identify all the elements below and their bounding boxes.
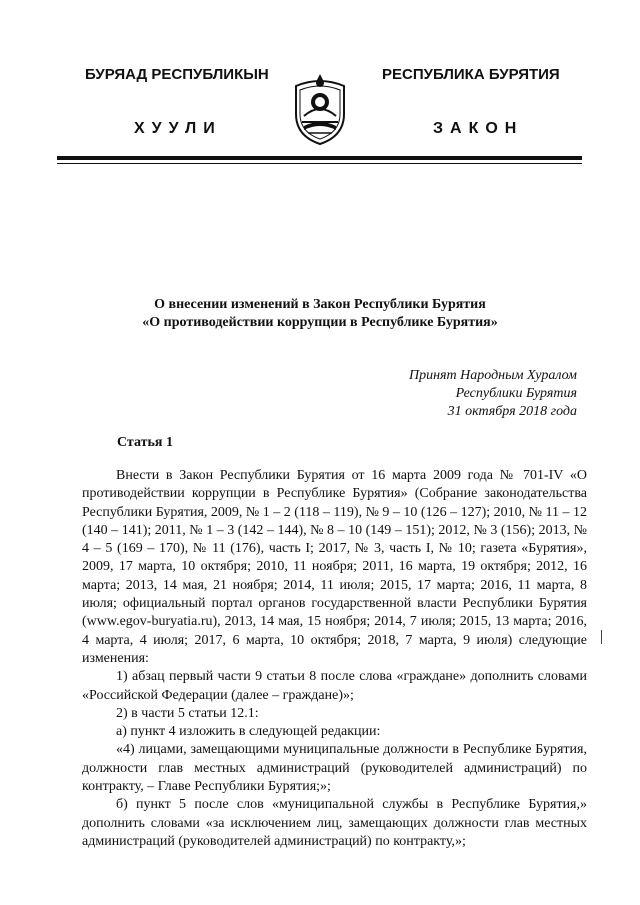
adoption-note-date: 31 октября 2018 года (447, 404, 577, 419)
header-right-bottom: ЗАКОН (433, 120, 524, 137)
body-paragraph-intro: Внести в Закон Республики Бурятия от 16 марта 2009 года № 701-IV «О противодействии коррупции в Республике Бурятия» (Собрание законодательства Республики Бурятия, 2009, № 1 – 2 (118 – 119), № 9 – 10 (126 – 127); 2010, № 11 – 12 (140 – 141); 2011, № 1 – 3 (142 – 144), № 8 – 10 (149 – 151); 2012, № 3 (156); 2013, № 4 – 5 (169 – 170), № 11 (176), часть I; 2017, № 3, часть I, № 10; газета «Бурятия», 2009, 17 марта, 10 октября; 2010, 11 ноября; 2011, 16 марта, 19 октября; 2012, 16 марта; 2013, 14 мая, 21 ноября; 2014, 11 июля; 2015, 17 марта; 2016, 11 марта, 8 июля; официальный портал органов государственной власти Республики Бурятия (www.egov-buryatia.ru), 2013, 14 мая, 15 ноября; 2014, 7 июля; 2015, 13 марта; 2016, 4 марта, 4 июля; 2017, 6 марта, 10 октября; 2018, 7 марта, 9 июля) следующие изменения: (82, 468, 587, 666)
body-paragraph-item-1: 1) абзац первый части 9 статьи 8 после слова «граждане» дополнить словами «Российской Федерации (далее – граждане)»; (82, 669, 587, 703)
body-paragraph-item-2a-text: «4) лицами, замещающими муниципальные должности в Республике Бурятия, должности глав местных администраций (руководителей администраций) по контракту, – Главе Республики Бурятия;»; (82, 742, 587, 795)
law-title (60, 296, 580, 332)
header-left-top: БУРЯАД РЕСПУБЛИКЫН (85, 66, 269, 83)
header-rule-thick (57, 156, 582, 160)
adoption-note-line-2: Республики Бурятия (455, 386, 577, 401)
body-paragraph-item-2a: а) пункт 4 изложить в следующей редакции: (116, 724, 381, 740)
body-paragraph-item-2: 2) в части 5 статьи 12.1: (116, 705, 259, 721)
header-right-top: РЕСПУБЛИКА БУРЯТИЯ (382, 66, 560, 83)
header-rule-thin (57, 163, 582, 164)
article-body (82, 467, 587, 851)
header-left-bottom: ХУУЛИ (134, 120, 222, 137)
law-title-line-2: «О противодействии коррупции в Республике Бурятия» (142, 315, 498, 330)
coat-of-arms-emblem-icon (290, 72, 350, 146)
law-title-line-1: О внесении изменений в Закон Республики Бурятия (154, 297, 486, 312)
article-heading: Статья 1 (117, 435, 173, 450)
adoption-note (317, 367, 577, 421)
adoption-note-line-1: Принят Народным Хуралом (408, 368, 577, 383)
margin-mark (601, 630, 602, 644)
body-paragraph-item-2b: б) пункт 5 после слов «муниципальной службы в Республике Бурятия,» дополнить словами «за исключением лиц, замещающих должности глав местных администраций (руководителей администраций) по контракту,»; (82, 797, 587, 849)
